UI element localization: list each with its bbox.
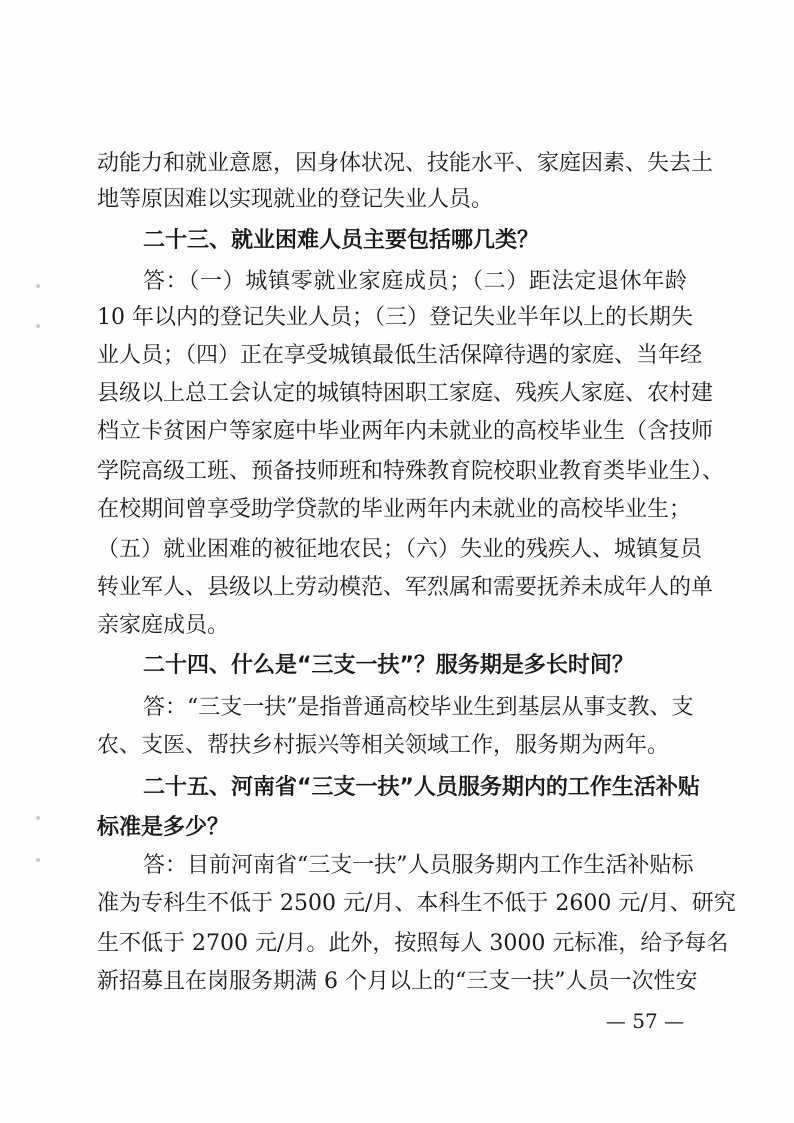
body-text-line: 农、支医、帮扶乡村振兴等相关领域工作，服务期为两年。 <box>97 733 670 758</box>
section-heading: 标准是多少？ <box>97 815 230 840</box>
body-text-line: 地等原因难以实现就业的登记失业人员。 <box>97 187 494 212</box>
body-text-line: 生不低于 2700 元/月。此外，按照每人 3000 元标准，给予每名 <box>97 931 729 956</box>
body-text-line: 在校期间曾享受助学贷款的毕业两年内未就业的高校毕业生； <box>97 497 692 522</box>
body-text-line: 10 年以内的登记失业人员；（三）登记失业半年以上的长期失 <box>97 305 693 330</box>
body-text-line: （五）就业困难的被征地农民；（六）失业的残疾人、城镇复员 <box>97 537 703 562</box>
body-text-line: 亲家庭成员。 <box>97 613 230 638</box>
scan-speck <box>36 284 40 288</box>
scan-speck <box>36 816 40 820</box>
body-text-line: 答：（一）城镇零就业家庭成员；（二）距法定退休年龄 <box>143 269 687 294</box>
body-text-line: 档立卡贫困户等家庭中毕业两年内未就业的高校毕业生（含技师 <box>97 419 714 444</box>
body-text-line: 县级以上总工会认定的城镇特困职工家庭、残疾人家庭、农村建 <box>97 381 714 406</box>
body-text-line: 转业军人、县级以上劳动模范、军烈属和需要抚养未成年人的单 <box>97 575 714 600</box>
body-text-line: 业人员；（四）正在享受城镇最低生活保障待遇的家庭、当年经 <box>97 343 703 368</box>
scan-speck <box>36 858 40 862</box>
section-heading: 二十四、什么是“三支一扶”？服务期是多长时间？ <box>143 653 634 678</box>
body-text-line: 学院高级工班、预备技师班和特殊教育院校职业教育类毕业生）、 <box>97 459 725 484</box>
body-text-line: 答：目前河南省“三支一扶”人员服务期内工作生活补贴标 <box>143 853 694 878</box>
section-heading: 二十五、河南省“三支一扶”人员服务期内的工作生活补贴 <box>143 775 700 800</box>
body-text-line: 准为专科生不低于 2500 元/月、本科生不低于 2600 元/月、研究 <box>97 891 736 916</box>
scan-speck <box>36 324 40 328</box>
body-text-line: 答：“三支一扶”是指普通高校毕业生到基层从事支教、支 <box>143 695 694 720</box>
body-text-line: 动能力和就业意愿，因身体状况、技能水平、家庭因素、失去土 <box>97 151 714 176</box>
section-heading: 二十三、就业困难人员主要包括哪几类？ <box>143 228 540 253</box>
page-number: — 57 — <box>605 1009 685 1033</box>
body-text-line: 新招募且在岗服务期满 6 个月以上的“三支一扶”人员一次性安 <box>97 969 698 994</box>
